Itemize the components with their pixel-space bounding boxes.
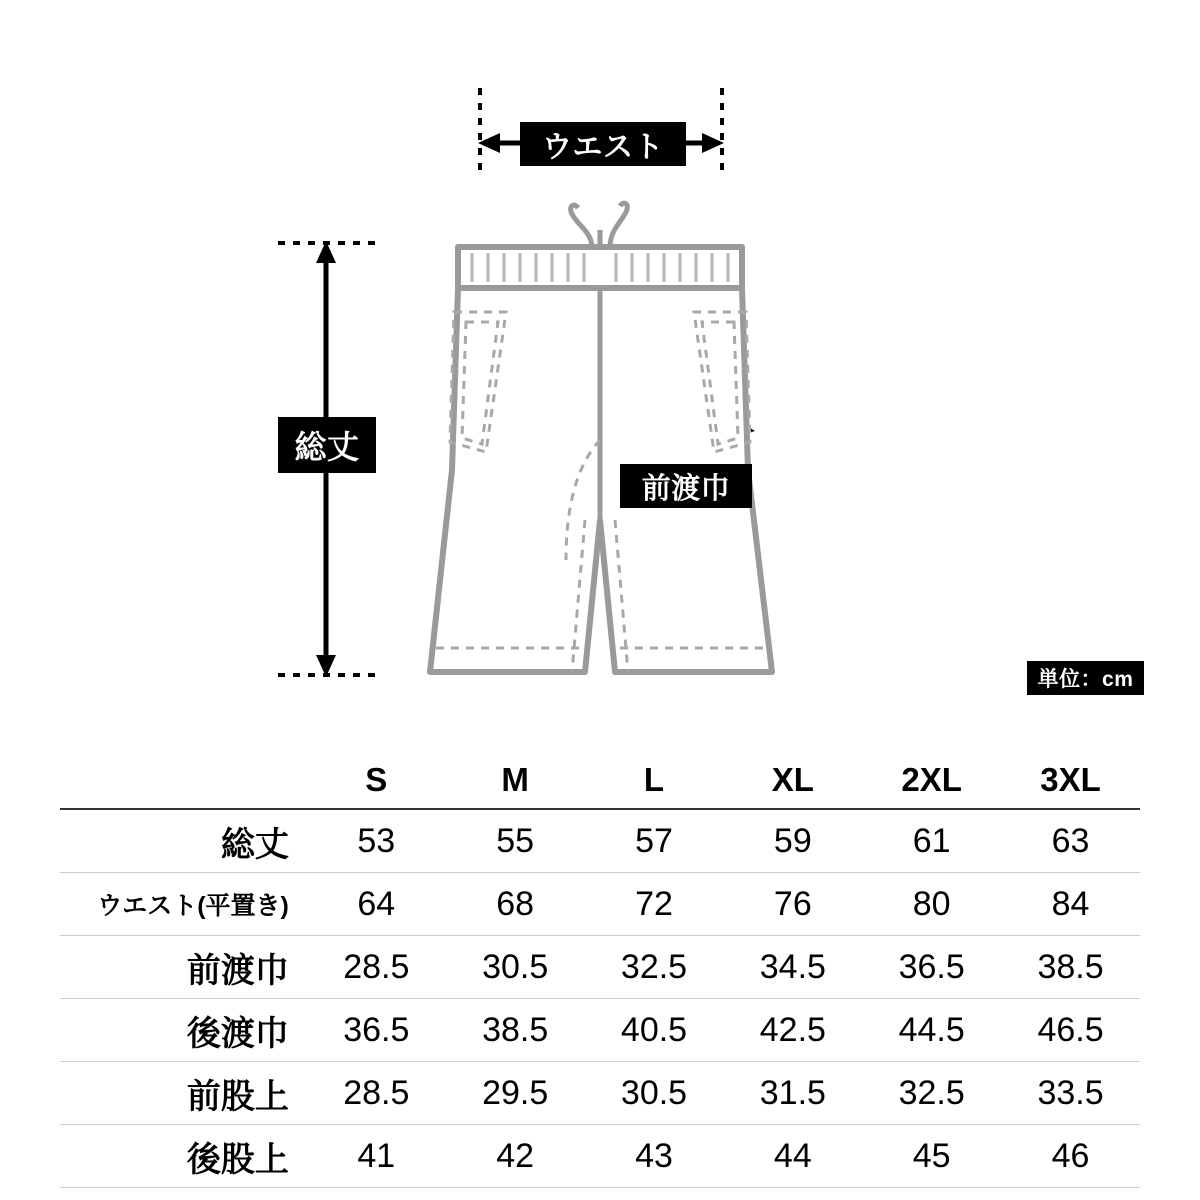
cell-back-rise-width-s: 36.5 [343,1010,410,1049]
table-row [60,809,1140,873]
cell-front-rise-l: 30.5 [620,1073,688,1112]
table-row [60,873,1140,936]
cell-total-length-l: 57 [635,821,673,860]
cell-front-rise-2xl: 32.5 [898,1073,965,1112]
cell-total-length-s: 53 [357,821,396,860]
row-label-back-rise: 後股上 [186,1140,289,1179]
cell-front-rise-s: 28.5 [343,1073,410,1112]
table-row [60,1125,1140,1188]
unit-label: 単位：cm [1027,661,1144,695]
table-row [60,999,1140,1062]
cell-back-rise-3xl: 46 [1051,1136,1090,1175]
cell-front-rise-xl: 31.5 [759,1073,826,1112]
cell-back-rise-m: 42 [496,1136,535,1175]
cell-total-length-m: 55 [496,821,535,860]
cell-back-rise-width-xl: 42.5 [759,1010,826,1049]
row-label-front-rise-width: 前渡巾 [186,951,289,990]
cell-front-rise-width-s: 28.5 [343,947,410,986]
cell-back-rise-width-m: 38.5 [482,1010,549,1049]
cell-back-rise-2xl: 45 [912,1136,951,1175]
total-length-label: 総丈 [278,417,376,473]
cell-waist-xl: 76 [773,884,812,923]
cell-back-rise-width-3xl: 46.5 [1037,1010,1104,1049]
column-header-m: M [446,752,585,809]
column-header-2xl: 2XL [862,752,1001,809]
size-table-body [60,809,1140,1188]
cell-front-rise-width-2xl: 36.5 [898,947,965,986]
row-label-back-rise-width: 後渡巾 [186,1014,289,1053]
cell-front-rise-width-l: 32.5 [620,947,688,986]
waist-label: ウエスト [520,122,686,166]
cell-back-rise-l: 43 [635,1136,673,1175]
table-corner-cell [60,752,307,809]
row-label-front-rise: 前股上 [186,1077,289,1116]
cell-waist-2xl: 80 [912,884,951,923]
front-rise-width-label: 前渡巾 [620,464,752,508]
row-label-total-length: 総丈 [220,825,289,864]
cell-back-rise-s: 41 [357,1136,396,1175]
cell-front-rise-width-m: 30.5 [482,947,549,986]
table-row [60,936,1140,999]
size-table-header [60,752,1140,809]
cell-front-rise-m: 29.5 [482,1073,549,1112]
cell-back-rise-width-2xl: 44.5 [898,1010,965,1049]
cell-total-length-2xl: 61 [912,821,951,860]
cell-back-rise-xl: 44 [773,1136,812,1175]
cell-back-rise-width-l: 40.5 [620,1010,688,1049]
cell-front-rise-3xl: 33.5 [1037,1073,1104,1112]
cell-waist-3xl: 84 [1051,884,1090,923]
column-header-s: S [307,752,446,809]
size-table [60,752,1140,1188]
column-header-xl: XL [723,752,862,809]
column-header-l: L [585,752,724,809]
column-header-3xl: 3XL [1001,752,1140,809]
pants-outline [430,203,772,672]
row-label-waist-flat: ウエスト(平置き) [97,892,289,920]
cell-waist-m: 68 [496,884,535,923]
cell-total-length-3xl: 63 [1051,821,1090,860]
cell-waist-s: 64 [357,884,396,923]
table-header-row [60,752,1140,809]
table-row [60,1062,1140,1125]
cell-front-rise-width-3xl: 38.5 [1037,947,1104,986]
cell-waist-l: 72 [635,884,673,923]
cell-front-rise-width-xl: 34.5 [759,947,826,986]
cell-total-length-xl: 59 [773,821,812,860]
